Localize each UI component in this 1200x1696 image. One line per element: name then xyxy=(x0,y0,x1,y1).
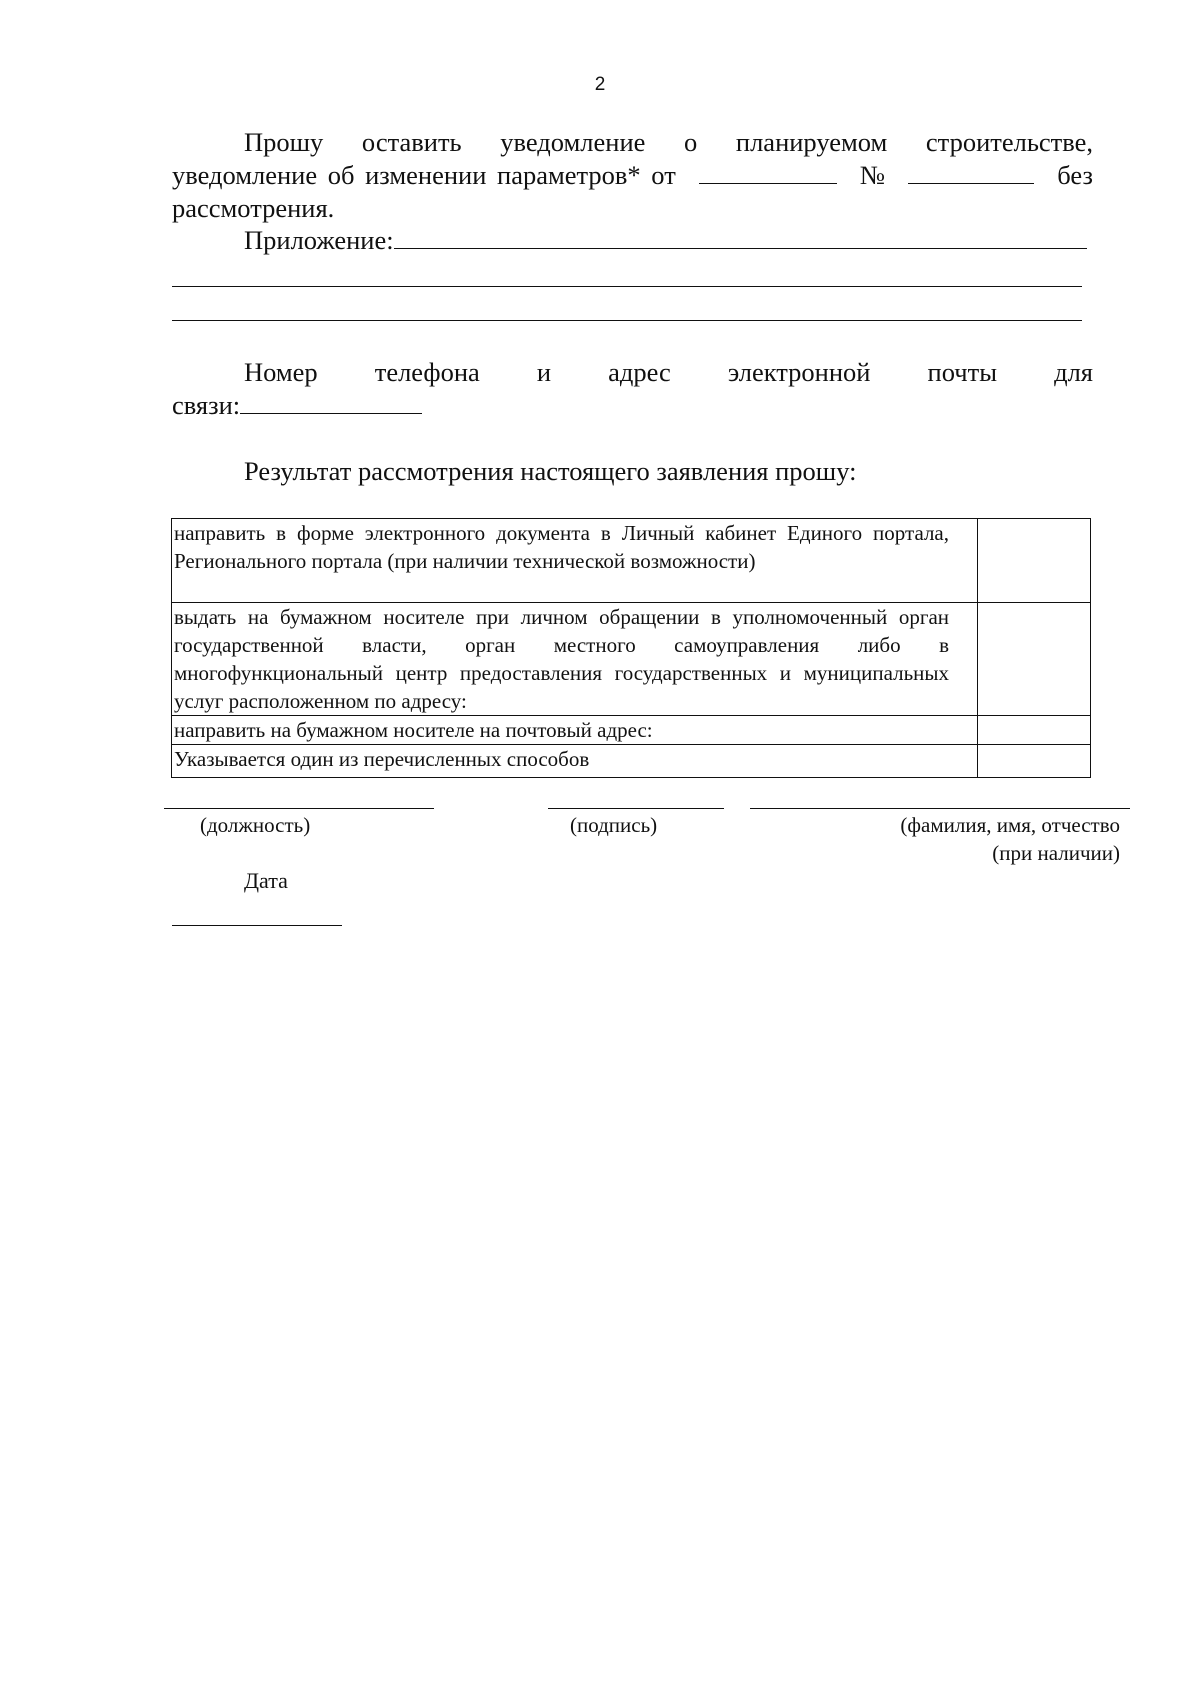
signature-label: (подпись) xyxy=(570,813,658,837)
option-checkbox[interactable] xyxy=(978,519,1091,603)
result-intro: Результат рассмотрения настоящего заявления прошу: xyxy=(244,456,857,486)
option-text: Указывается один из перечисленных способов xyxy=(172,745,978,778)
option-text: направить на бумажном носителе на почтовый адрес: xyxy=(172,716,978,745)
request-line-2-end: без xyxy=(1057,160,1093,190)
notice-number-field[interactable] xyxy=(908,161,1034,184)
table-row xyxy=(172,745,1091,778)
table-row xyxy=(172,603,1091,716)
contact-label: связи: xyxy=(172,390,241,420)
option-checkbox[interactable] xyxy=(978,716,1091,745)
table-row xyxy=(172,519,1091,603)
option-checkbox[interactable] xyxy=(978,603,1091,716)
full-name-label-line-2: (при наличии) xyxy=(992,841,1120,865)
attachment-label: Приложение: xyxy=(244,225,394,255)
delivery-options-table xyxy=(171,518,1091,778)
option-text: выдать на бумажном носителе при личном обращении в уполномоченный орган государственной власти, орган местного самоуправления либо в многофункциональный центр предоставления государственных и муниципальных услуг расположенном по адресу: xyxy=(172,603,978,716)
full-name-label xyxy=(800,811,1120,867)
table-row xyxy=(172,716,1091,745)
page-number: 2 xyxy=(594,74,606,95)
date-line[interactable] xyxy=(172,925,342,926)
option-checkbox[interactable] xyxy=(978,745,1091,778)
number-sign: № xyxy=(859,160,886,190)
contact-line-2 xyxy=(172,389,1093,422)
position-label: (должность) xyxy=(200,813,311,837)
date-label: Дата xyxy=(244,868,288,893)
request-line-3: рассмотрения. xyxy=(172,193,335,223)
contact-line-1: Номер телефона и адрес электронной почты для xyxy=(244,357,1093,387)
position-line[interactable] xyxy=(164,808,434,809)
attachment-field[interactable] xyxy=(394,226,1087,249)
attachment-line-2[interactable] xyxy=(172,286,1082,287)
option-text: направить в форме электронного документа в Личный кабинет Единого портала, Регионального портала (при наличии технической возможности) xyxy=(172,519,978,603)
request-line-2 xyxy=(172,159,1093,192)
full-name-line[interactable] xyxy=(750,808,1130,809)
signature-line[interactable] xyxy=(548,808,724,809)
attachment-row xyxy=(244,224,1087,257)
request-line-1: Прошу оставить уведомление о планируемом строительстве, xyxy=(244,127,1093,157)
request-paragraph xyxy=(172,126,1093,159)
attachment-line-3[interactable] xyxy=(172,320,1082,321)
request-line-2-start: уведомление об изменении параметров* от xyxy=(172,160,676,190)
notice-date-field[interactable] xyxy=(699,161,837,184)
full-name-label-line-1: (фамилия, имя, отчество xyxy=(900,813,1120,837)
contact-field[interactable] xyxy=(240,391,422,414)
